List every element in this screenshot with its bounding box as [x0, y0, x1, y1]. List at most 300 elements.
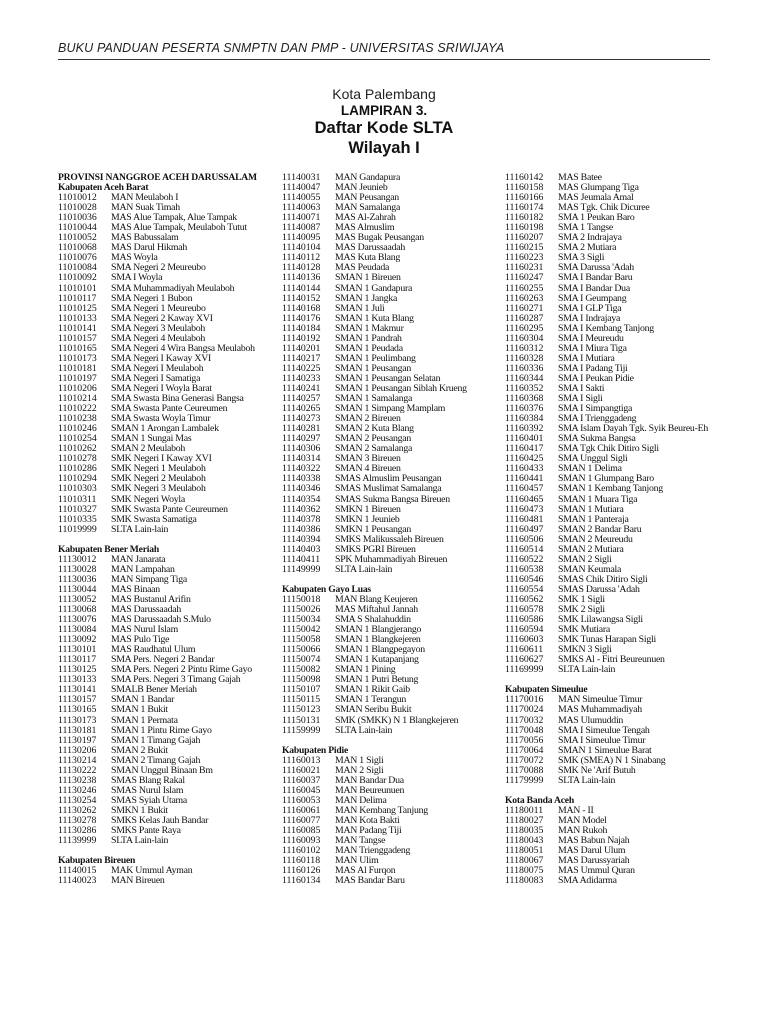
school-code: 11160392 — [505, 423, 544, 435]
school-code: 11140403 — [282, 543, 321, 555]
school-name: SMAN 1 Timang Gajah — [111, 734, 201, 746]
school-name: SMAN 1 Sungai Mas — [111, 433, 192, 445]
school-name: SMAN Seribu Bukit — [335, 704, 412, 716]
school-name: SMAS Darussa 'Adah — [558, 583, 640, 595]
header-text: BUKU PANDUAN PESERTA SNMPTN DAN PMP - UNIVERSITAS SRIWIJAYA — [58, 41, 505, 55]
school-name: SMAS Sukma Bangsa Bireuen — [335, 493, 450, 505]
school-name: SMAN 2 Samalanga — [335, 443, 413, 455]
school-name: SMA I Simpangtiga — [558, 403, 633, 415]
school-code: 11149999 — [282, 563, 321, 575]
school-code: 11130076 — [58, 614, 97, 626]
school-name: MAN Simeulue Timur — [558, 694, 643, 706]
school-code: 11140095 — [282, 232, 321, 244]
school-name: MAS Ulumuddin — [558, 714, 624, 726]
school-code: 11140297 — [282, 433, 321, 445]
school-code: 11160287 — [505, 312, 544, 324]
school-name: SMA Negeri I Samatiga — [111, 372, 201, 384]
school-code: 11160247 — [505, 272, 544, 284]
school-code: 11160295 — [505, 322, 544, 334]
school-code: 11140055 — [282, 192, 321, 204]
school-name: SMAN 1 Arongan Lambalek — [111, 423, 219, 435]
school-name: MAN Meulaboh I — [111, 192, 179, 204]
school-name: SMA Negeri 2 Meureubo — [111, 262, 206, 274]
school-name: MAS Tgk. Chik Dicuree — [558, 202, 650, 214]
school-code: 11160118 — [282, 855, 321, 867]
school-code: 11010125 — [58, 302, 97, 314]
school-code: 11160336 — [505, 362, 544, 374]
school-code: 11140144 — [282, 282, 321, 294]
school-code: 11010157 — [58, 332, 97, 344]
school-name: SMA S Shalahuddin — [335, 614, 411, 626]
school-name: MAS Babussalam — [111, 232, 179, 244]
school-code: 11160417 — [505, 443, 544, 455]
school-code: 11130238 — [58, 774, 97, 786]
school-name: SMAS Chik Ditiro Sigli — [558, 573, 648, 585]
school-name: SMKS Malikussaleh Bireuen — [335, 533, 444, 545]
school-name: SMA Tgk Chik Ditiro Sigli — [558, 443, 659, 455]
school-code: 11010133 — [58, 312, 97, 324]
school-name: SMAN 1 Mutiara — [558, 503, 624, 515]
school-code: 11140087 — [282, 222, 321, 234]
school-code: 11150131 — [282, 714, 321, 726]
school-name: SMAN 2 Peusangan — [335, 433, 412, 445]
school-code: 11140047 — [282, 182, 321, 194]
school-name: SMA I Miura Tiga — [558, 342, 627, 354]
school-code: 11130084 — [58, 624, 97, 636]
school-code: 11159999 — [282, 724, 321, 736]
school-code: 11010012 — [58, 192, 97, 204]
school-code: 11130141 — [58, 684, 97, 696]
school-name: MAN Bireuen — [111, 875, 165, 887]
school-name: MAN Samalanga — [335, 202, 401, 214]
school-code: 11140136 — [282, 272, 321, 284]
school-code: 11010044 — [58, 222, 97, 234]
school-name: SMAN 1 Pining — [335, 664, 396, 676]
school-code: 11170064 — [505, 744, 544, 756]
school-code: 11160255 — [505, 282, 544, 294]
school-code: 11140184 — [282, 322, 321, 334]
school-name: SMA I Mutiara — [558, 352, 615, 364]
school-code: 11130278 — [58, 815, 97, 826]
school-code: 11160045 — [282, 784, 321, 796]
school-code: 11180035 — [505, 825, 544, 837]
school-code: 11160215 — [505, 242, 544, 254]
school-name: MAK Ummul Ayman — [111, 865, 193, 877]
school-name: MAS Bandar Baru — [335, 875, 405, 887]
school-name: SMALB Bener Meriah — [111, 684, 197, 696]
school-name: MAS Alue Tampak, Meulaboh Tutut — [111, 222, 247, 234]
school-code: 11010181 — [58, 362, 97, 374]
school-name: MAS Glumpang Tiga — [558, 182, 639, 194]
school-code: 11140023 — [58, 875, 97, 887]
city-title: Kota Palembang — [332, 86, 436, 102]
school-row — [58, 836, 257, 846]
school-code: 11150115 — [282, 694, 321, 706]
school-code: 11140112 — [282, 252, 321, 264]
school-code: 11160198 — [505, 222, 544, 234]
school-code: 11160522 — [505, 553, 544, 565]
school-code: 11140411 — [282, 553, 321, 565]
school-row — [505, 875, 617, 887]
school-code: 11140338 — [282, 473, 321, 485]
school-row — [505, 774, 616, 786]
school-code: 11160013 — [282, 754, 321, 766]
school-name: MAN Simpang Tiga — [111, 573, 188, 585]
school-code: 11130222 — [58, 764, 97, 776]
school-name: SMA I Indrajaya — [558, 312, 621, 324]
school-name: SMAN Keumala — [558, 563, 622, 575]
school-name: SMAN 1 Pintu Rime Gayo — [111, 724, 212, 736]
school-name: SMAN 3 Bireuen — [335, 453, 401, 465]
school-code: 11170024 — [505, 704, 544, 716]
school-code: 11160093 — [282, 835, 321, 847]
school-name: MAS Binaan — [111, 583, 160, 595]
school-code: 11010117 — [58, 292, 97, 304]
school-name: MAN Delima — [335, 794, 387, 806]
school-name: MAN Blang Keujeren — [335, 593, 418, 605]
region-heading: Kabupaten Aceh Barat — [58, 182, 149, 194]
school-name: SMAN Unggul Binaan Bm — [111, 764, 213, 776]
school-code: 11010254 — [58, 433, 97, 445]
school-name: SMAN 2 Bukit — [111, 744, 168, 756]
school-row — [58, 525, 257, 535]
school-code: 11140015 — [58, 865, 97, 877]
school-row — [282, 563, 393, 575]
school-code: 11130133 — [58, 674, 97, 686]
school-name: SMA I Woyla — [111, 272, 163, 284]
school-code: 11160586 — [505, 614, 544, 626]
school-code: 11160142 — [505, 172, 544, 183]
school-name: SMA I Geumpang — [558, 292, 627, 304]
school-name: SMAN 1 Makmur — [335, 322, 404, 334]
school-name: MAN Lampahan — [111, 563, 175, 575]
school-name: SMA Islam Dayah Tgk. Syik Beureu-Eh — [558, 423, 708, 435]
school-name: SMAS Muslimat Samalanga — [335, 483, 442, 495]
lampiran-title: LAMPIRAN 3. — [340, 103, 428, 118]
school-code: 11010068 — [58, 242, 97, 254]
school-code: 11150123 — [282, 704, 321, 716]
school-name: SMA Negeri 4 Meulaboh — [111, 332, 206, 344]
school-name: MAS Darussaadah S.Mulo — [111, 614, 211, 626]
school-name: MAS Muhammadiyah — [558, 704, 642, 716]
school-code: 11160166 — [505, 192, 544, 204]
school-code: 11160223 — [505, 252, 544, 264]
school-name: SMA I Kembang Tanjong — [558, 322, 654, 334]
school-name: SPK Muhammadiyah Bireuen — [335, 553, 448, 565]
school-code: 11160376 — [505, 403, 544, 415]
school-name: SMAN 1 Simeulue Barat — [558, 744, 652, 756]
school-name: SMA Pers. Negeri 2 Pintu Rime Gayo — [111, 664, 252, 676]
school-name: SMA Unggul Sigli — [558, 453, 628, 465]
school-name: SMAN 1 Peusangan Siblah Krueng — [335, 382, 467, 394]
school-code: 11150098 — [282, 674, 321, 686]
region-heading: Kabupaten Gayo Luas — [282, 583, 371, 595]
school-code: 11130101 — [58, 644, 97, 656]
school-name: SMAN 1 Simpang Mamplam — [335, 403, 446, 415]
school-code: 11010036 — [58, 212, 97, 224]
school-code: 11160328 — [505, 352, 544, 364]
school-name: SMA I Meureudu — [558, 332, 624, 344]
school-name: SMAN 1 Samalanga — [335, 393, 413, 405]
school-code: 11130286 — [58, 825, 97, 837]
school-name: SMK Tunas Harapan Sigli — [558, 634, 656, 646]
school-code: 11160037 — [282, 774, 321, 786]
school-code: 11160611 — [505, 644, 544, 656]
school-code: 11010214 — [58, 393, 97, 405]
school-code: 11180043 — [505, 835, 544, 847]
school-name: MAN Peusangan — [335, 192, 399, 204]
school-name: SMK (SMEA) N 1 Sinabang — [558, 754, 666, 766]
school-code: 11179999 — [505, 774, 544, 786]
school-code: 11160174 — [505, 202, 544, 214]
school-name: SMAN 1 Glumpang Baro — [558, 473, 654, 485]
school-code: 11140378 — [282, 513, 321, 525]
school-code: 11010092 — [58, 272, 97, 284]
school-name: MAS Kuta Blang — [335, 252, 401, 264]
school-code: 11180067 — [505, 855, 544, 867]
school-name: SLTA Lain-lain — [558, 774, 616, 786]
school-name: SMAN 1 Juli — [335, 302, 385, 314]
school-name: SMKN 1 Jeunieb — [335, 513, 400, 525]
school-code: 11010165 — [58, 342, 97, 354]
school-code: 11139999 — [58, 835, 97, 847]
school-name: SMA Pers. Negeri 2 Bandar — [111, 654, 215, 666]
school-code: 11160061 — [282, 804, 321, 816]
school-code: 11160401 — [505, 433, 544, 445]
school-name: SMA I Simeulue Tengah — [558, 724, 650, 736]
school-code: 11160344 — [505, 372, 544, 384]
school-name: SMAN 2 Bandar Baru — [558, 523, 642, 535]
school-code: 11160506 — [505, 533, 544, 545]
school-name: MAS Batee — [558, 172, 602, 183]
school-code: 11180051 — [505, 845, 544, 857]
school-column-3 — [505, 172, 708, 887]
school-code: 11150018 — [282, 593, 321, 605]
school-name: SMK Negeri 1 Meulaboh — [111, 463, 206, 475]
school-name: SMK Negeri 3 Meulaboh — [111, 483, 206, 495]
school-code: 11140281 — [282, 423, 321, 435]
school-name: MAS Bustanul Arifin — [111, 593, 191, 605]
school-code: 11140241 — [282, 382, 321, 394]
school-name: MAN Trienggadeng — [335, 845, 411, 857]
school-code: 11140176 — [282, 312, 321, 324]
school-code: 11010206 — [58, 382, 97, 394]
school-name: SMAN 1 Kuta Blang — [335, 312, 414, 324]
school-code: 11010076 — [58, 252, 97, 264]
school-code: 11160368 — [505, 393, 544, 405]
school-name: SLTA Lain-lain — [335, 724, 393, 736]
school-name: MAN Ulim — [335, 855, 379, 867]
school-name: SMA I Bandar Dua — [558, 282, 630, 294]
school-column-1 — [58, 173, 257, 886]
school-name: MAS Raudhatul Ulum — [111, 644, 196, 656]
school-name: SMAN 1 Permata — [111, 714, 178, 726]
school-name: MAS Darussaadah — [335, 242, 405, 254]
school-code: 11180027 — [505, 815, 544, 826]
school-name: SMA 1 Tangse — [558, 222, 613, 234]
school-code: 11160085 — [282, 825, 321, 837]
school-code: 11170072 — [505, 754, 544, 766]
school-code: 11140168 — [282, 302, 321, 314]
school-row — [505, 272, 633, 284]
school-row — [282, 875, 405, 887]
school-code: 11140063 — [282, 202, 321, 214]
school-code: 11130044 — [58, 583, 97, 595]
school-code: 11140104 — [282, 242, 321, 254]
school-code: 11010173 — [58, 352, 97, 364]
school-code: 11160554 — [505, 583, 544, 595]
school-code: 11010246 — [58, 423, 97, 435]
school-code: 11010262 — [58, 443, 97, 455]
school-code: 11140394 — [282, 533, 321, 545]
school-name: MAS Bugak Peusangan — [335, 232, 424, 244]
school-name: SMAN 2 Kuta Blang — [335, 423, 414, 435]
school-name: MAS Babun Najah — [558, 835, 630, 847]
school-code: 11150058 — [282, 634, 321, 646]
school-code: 11140362 — [282, 503, 321, 515]
school-name: MAN Jeunieb — [335, 182, 388, 194]
school-code: 11160384 — [505, 413, 544, 425]
school-code: 11130036 — [58, 573, 97, 585]
school-code: 11160231 — [505, 262, 544, 274]
school-name: SMKS PGRI Bireuen — [335, 543, 416, 555]
school-name: SMA Adidarma — [558, 875, 617, 887]
region-heading: PROVINSI NANGGROE ACEH DARUSSALAM — [58, 172, 257, 183]
school-code: 11010084 — [58, 262, 97, 274]
school-name: SMAN 1 Terangun — [335, 694, 407, 706]
school-name: MAN Tangse — [335, 835, 386, 847]
school-name: SMAN 2 Timang Gajah — [111, 754, 201, 766]
school-name: SMAN 1 Putri Betung — [335, 674, 419, 686]
school-code: 11140071 — [282, 212, 321, 224]
school-code: 11010311 — [58, 493, 97, 505]
school-code: 11140322 — [282, 463, 321, 475]
school-code: 11160481 — [505, 513, 544, 525]
school-name: SLTA Lain-lain — [558, 664, 616, 676]
school-name: SMA Negeri 1 Bubon — [111, 292, 193, 304]
school-code: 11150042 — [282, 624, 321, 636]
school-name: MAN Kembang Tanjung — [335, 804, 428, 816]
school-code: 11160312 — [505, 342, 544, 354]
school-code: 11010286 — [58, 463, 97, 475]
school-code: 11170056 — [505, 734, 544, 746]
school-code: 11150107 — [282, 684, 321, 696]
school-name: SMAS Blang Rakal — [111, 774, 185, 786]
school-name: SMA 2 Indrajaya — [558, 232, 622, 244]
school-name: MAS Darul Ulum — [558, 845, 626, 857]
school-name: SMKN 1 Bukit — [111, 804, 168, 816]
school-code: 11140386 — [282, 523, 321, 535]
school-name: SMAN 2 Meureudu — [558, 533, 633, 545]
school-code: 11160546 — [505, 573, 544, 585]
school-code: 11010101 — [58, 282, 97, 294]
school-code: 11160433 — [505, 463, 544, 475]
school-name: SMA Negeri 1 Meureubo — [111, 302, 206, 314]
school-name: SMK (SMKK) N 1 Blangkejeren — [335, 714, 459, 726]
school-code: 11150066 — [282, 644, 321, 656]
school-code: 11140265 — [282, 403, 321, 415]
school-code: 11140354 — [282, 493, 321, 505]
school-name: SMAS Syiah Utama — [111, 794, 188, 806]
school-name: MAS Peudada — [335, 262, 390, 274]
school-name: MAN Kota Bakti — [335, 815, 400, 826]
school-name: SMK Swasta Samatiga — [111, 513, 197, 525]
school-code: 11130012 — [58, 553, 97, 565]
school-code: 11140314 — [282, 453, 321, 465]
school-name: SMK Ne 'Arif Butuh — [558, 764, 636, 776]
school-code: 11160425 — [505, 453, 544, 465]
school-name: SMK Lilawangsa Sigli — [558, 614, 643, 626]
school-code: 11010327 — [58, 503, 97, 515]
school-code: 11130262 — [58, 804, 97, 816]
school-code: 11160207 — [505, 232, 544, 244]
region-title: Wilayah I — [348, 139, 420, 157]
school-name: MAN 2 Sigli — [335, 764, 384, 776]
school-name: SMA 2 Mutiara — [558, 242, 617, 254]
school-name: SMA I Peukan Pidie — [558, 372, 634, 384]
school-code: 11160053 — [282, 794, 321, 806]
school-row — [58, 484, 257, 494]
school-code: 11150034 — [282, 614, 321, 626]
school-name: MAN Suak Timah — [111, 202, 180, 214]
school-row — [282, 724, 393, 736]
school-name: SMA Muhammadiyah Meulaboh — [111, 282, 235, 294]
school-name: SMAN 1 Muara Tiga — [558, 493, 638, 505]
school-code: 11160457 — [505, 483, 544, 495]
school-name: MAN 1 Sigli — [335, 754, 384, 766]
school-code: 11150082 — [282, 664, 321, 676]
school-name: SMKN 1 Peusangan — [335, 523, 412, 535]
school-code: 11180083 — [505, 875, 544, 887]
school-name: SMKN 3 Sigli — [558, 644, 612, 656]
school-code: 11140346 — [282, 483, 321, 495]
school-name: SMK Negeri I Kaway XVI — [111, 453, 212, 465]
school-name: SMAN 1 Peusangan Selatan — [335, 372, 441, 384]
school-code: 11130197 — [58, 734, 97, 746]
school-name: SMKN 1 Bireuen — [335, 503, 401, 515]
school-name: SMAN 2 Sigli — [558, 553, 612, 565]
school-code: 11130068 — [58, 604, 97, 616]
region-heading: Kabupaten Bener Meriah — [58, 543, 159, 555]
school-code: 11010278 — [58, 453, 97, 465]
school-name: SMAN 1 Blangjerango — [335, 624, 422, 636]
school-code: 11160077 — [282, 815, 321, 826]
school-name: SMAN 1 Bukit — [111, 704, 168, 716]
school-name: SMA I Bandar Baru — [558, 272, 633, 284]
school-code: 11160134 — [282, 875, 321, 887]
school-code: 11010141 — [58, 322, 97, 334]
school-name: SLTA Lain-lain — [335, 563, 393, 575]
school-name: SMA Negeri 3 Meulaboh — [111, 322, 206, 334]
school-code: 11160021 — [282, 764, 321, 776]
school-name: SMAN 1 Gandapura — [335, 282, 413, 294]
school-name: SMA Negeri I Meulaboh — [111, 362, 204, 374]
school-name: SMAN 1 Bandar — [111, 694, 175, 706]
school-row — [282, 483, 442, 495]
school-name: SMKS Kelas Jauh Bandar — [111, 815, 209, 826]
school-code: 11140233 — [282, 372, 321, 384]
school-code: 11160578 — [505, 604, 544, 616]
region-heading: Kabupaten Pidie — [282, 744, 349, 756]
school-name: MAS Pulo Tige — [111, 634, 170, 646]
school-name: MAN Padang Tiji — [335, 825, 402, 837]
school-code: 11130117 — [58, 654, 97, 666]
header-rule — [58, 59, 710, 60]
school-name: SMK Negeri 2 Meulaboh — [111, 473, 206, 485]
school-name: MAS Alue Tampak, Alue Tampak — [111, 212, 237, 224]
school-name: SMAN 1 Peulimbang — [335, 352, 416, 364]
page-header — [58, 40, 710, 62]
